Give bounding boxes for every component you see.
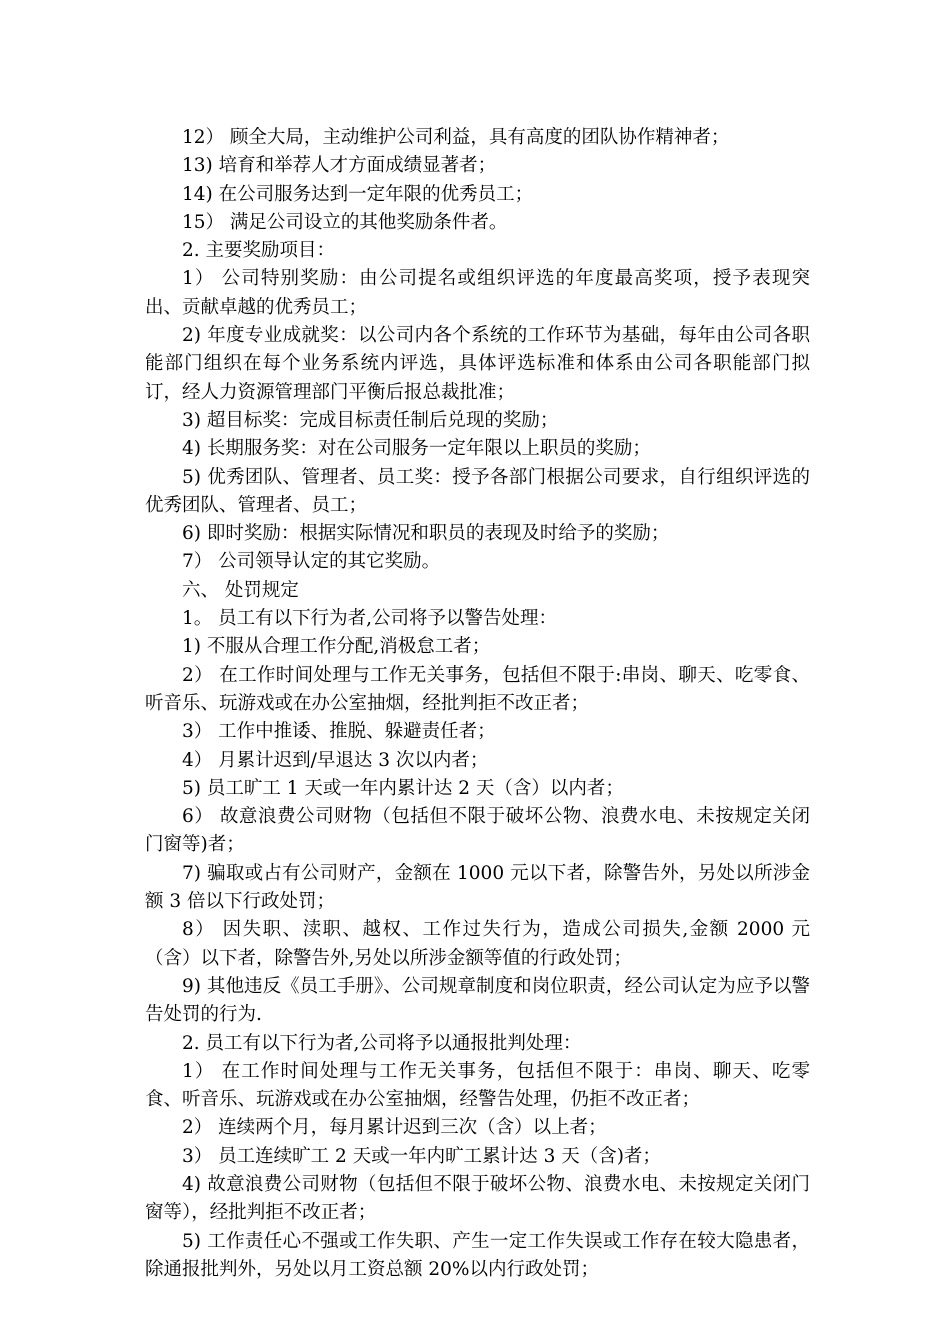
section-heading-reward-items: 2. 主要奖励项目：	[182, 240, 336, 262]
paragraph-reward-13: 13) 培育和举荐人才方面成绩显著者；	[182, 155, 497, 177]
paragraph-warning-2: 2） 在工作时间处理与工作无关事务，包括但不限于:串岗、聊天、吃零食、听音乐、玩游戏或在办公室抽烟，经批判拒不改正者；	[145, 664, 810, 714]
section-heading-penalty: 六、 处罚规定	[182, 579, 299, 601]
paragraph-warning-9: 9) 其他违反《员工手册》、公司规章制度和岗位职责，经公司认定为应予以警告处罚的行为.	[145, 975, 810, 1026]
paragraph-warning-5: 5) 员工旷工 1 天或一年内累计达 2 天（含）以内者；	[182, 777, 624, 799]
paragraph-reward-item-6: 6) 即时奖励：根据实际情况和职员的表现及时给予的奖励；	[182, 523, 670, 545]
paragraph-warning-3: 3） 工作中推诿、推脱、躲避责任者；	[182, 721, 496, 743]
paragraph-reward-12: 12） 顾全大局，主动维护公司利益，具有高度的团队协作精神者；	[182, 127, 730, 148]
subheading-warning: 1。 员工有以下行为者,公司将予以警告处理：	[182, 608, 558, 630]
paragraph-reward-item-1: 1） 公司特别奖励：由公司提名或组织评选的年度最高奖项，授予表现突出、贡献卓越的优秀员工；	[145, 268, 810, 318]
paragraph-reward-item-7: 7） 公司领导认定的其它奖励。	[182, 551, 441, 573]
paragraph-criticism-1: 1） 在工作时间处理与工作无关事务，包括但不限于：串岗、聊天、吃零食、听音乐、玩游戏或在办公室抽烟，经警告处理，仍拒不改正者；	[145, 1060, 810, 1111]
paragraph-warning-1: 1) 不服从合理工作分配,消极怠工者；	[182, 636, 491, 658]
paragraph-criticism-3: 3） 员工连续旷工 2 天或一年内旷工累计达 3 天（含)者；	[182, 1145, 661, 1167]
subheading-criticism: 2. 员工有以下行为者,公司将予以通报批判处理：	[182, 1032, 582, 1054]
paragraph-warning-8: 8） 因失职、渎职、越权、工作过失行为，造成公司损失,金额 2000 元（含）以下者，除警告外,另处以所涉金额等值的行政处罚；	[145, 919, 810, 969]
paragraph-criticism-2: 2） 连续两个月，每月累计迟到三次（含）以上者；	[182, 1117, 607, 1139]
paragraph-reward-item-2: 2) 年度专业成就奖：以公司内各个系统的工作环节为基础，每年由公司各职能部门组织在每个业务系统内评选，具体评选标准和体系由公司各职能部门拟订，经人力资源管理部门平衡后报总裁批准；	[145, 325, 810, 403]
paragraph-reward-15: 15） 满足公司设立的其他奖励条件者。	[182, 211, 508, 233]
paragraph-reward-14: 14) 在公司服务达到一定年限的优秀员工；	[182, 183, 534, 205]
paragraph-reward-item-3: 3) 超目标奖：完成目标责任制后兑现的奖励；	[182, 409, 559, 431]
paragraph-warning-6: 6） 故意浪费公司财物（包括但不限于破坏公物、浪费水电、未按规定关闭门窗等)者；	[145, 806, 810, 856]
paragraph-reward-item-4: 4) 长期服务奖：对在公司服务一定年限以上职员的奖励；	[182, 438, 651, 460]
paragraph-criticism-4: 4) 故意浪费公司财物（包括但不限于破坏公物、浪费水电、未按规定关闭门窗等），经批判拒不改正者；	[145, 1173, 810, 1224]
paragraph-criticism-5: 5) 工作责任心不强或工作失职、产生一定工作失误或工作存在较大隐患者，除通报批判外，另处以月工资总额 20%以内行政处罚；	[145, 1230, 810, 1280]
document-body	[145, 124, 810, 1284]
paragraph-warning-4: 4） 月累计迟到/早退达 3 次以内者；	[182, 749, 489, 771]
paragraph-reward-item-5: 5) 优秀团队、管理者、员工奖：授予各部门根据公司要求，自行组织评选的优秀团队、管理者、员工；	[145, 466, 810, 516]
paragraph-warning-7: 7) 骗取或占有公司财产，金额在 1000 元以下者，除警告外，另处以所涉金额 3 倍以下行政处罚；	[145, 862, 810, 913]
